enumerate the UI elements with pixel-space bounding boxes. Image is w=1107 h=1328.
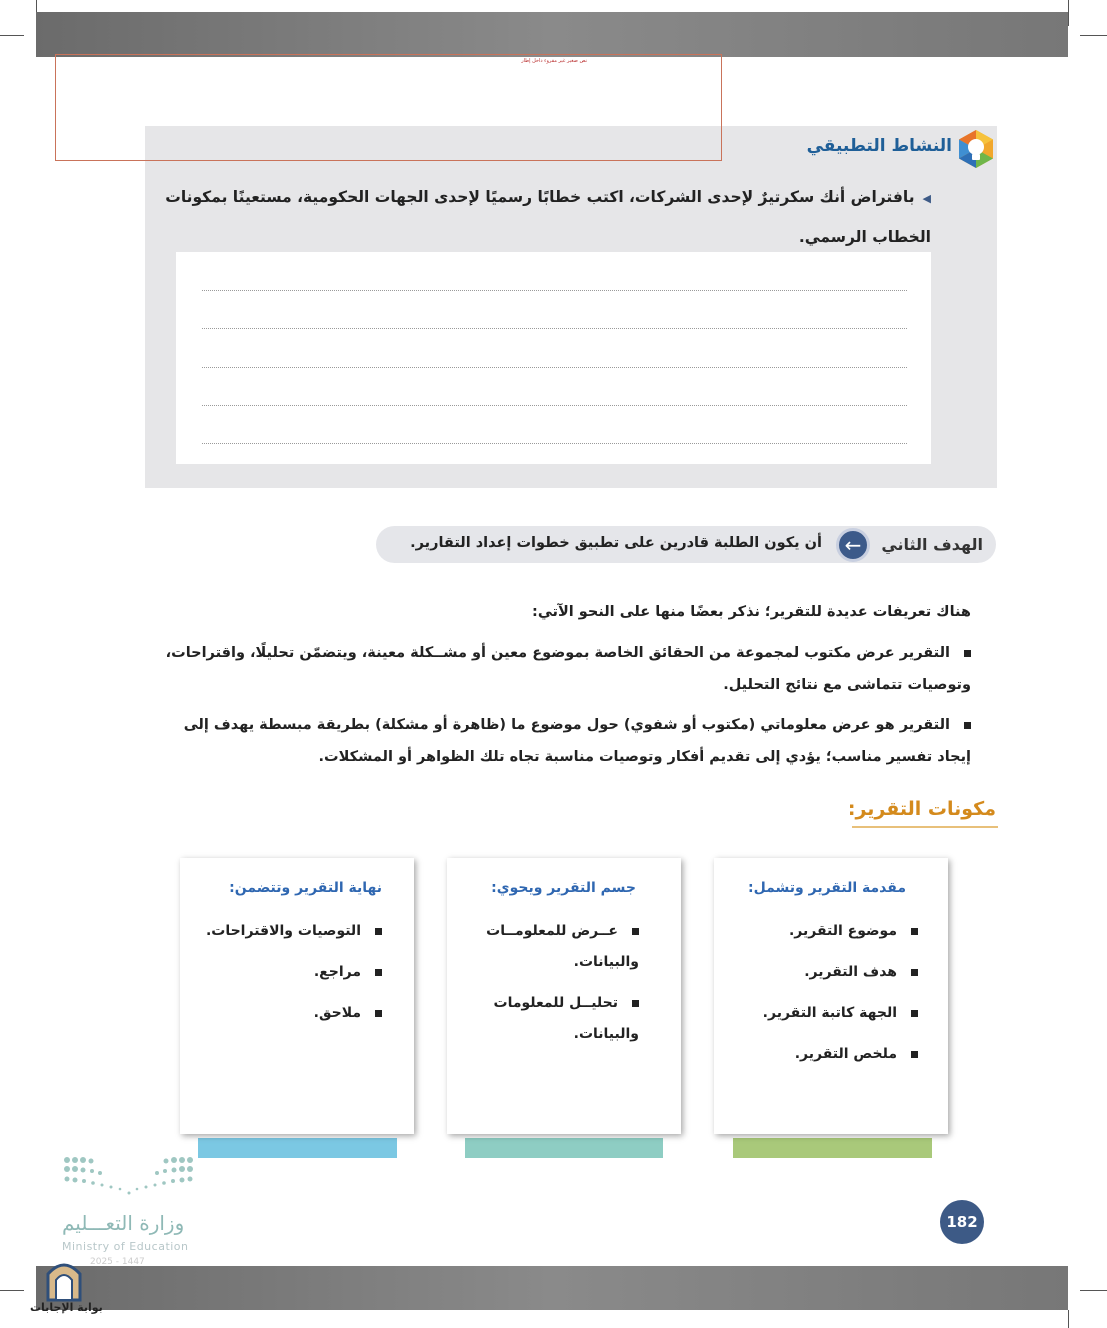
answer-line[interactable]	[202, 443, 907, 444]
card-title: مقدمة التقرير وتشمل:	[748, 880, 906, 896]
triangle-bullet-icon: ◀	[922, 192, 931, 205]
activity-task	[151, 178, 931, 256]
hexagon-bulb-icon	[955, 128, 997, 170]
components-title: مكونات التقرير:	[847, 798, 996, 820]
ministry-name-english: Ministry of Education	[62, 1240, 189, 1253]
card-title: جسم التقرير ويحوي:	[491, 880, 636, 896]
card-title: نهاية التقرير وتتضمن:	[229, 880, 382, 896]
square-bullet-icon	[964, 650, 971, 657]
answer-area[interactable]	[176, 252, 931, 464]
answer-line[interactable]	[202, 367, 907, 368]
crop-mark	[1068, 1310, 1069, 1328]
definitions-intro: هناك تعريفات عديدة للتقرير؛ نذكر بعضًا منها على النحو الآتي:	[532, 604, 971, 620]
definition-item: التقرير هو عرض معلوماتي (مكتوب أو شفوي) حول موضوع ما (ظاهرة أو مشكلة) بطريقة مبسطة يهدف إلى إيجاد تفسير مناسب؛ يؤدي إلى تقديم أفكار وتوصيات مناسبة تجاه تلك الظواهر أو المشكلات.	[183, 717, 971, 765]
square-bullet-icon	[911, 1051, 918, 1058]
square-bullet-icon	[911, 928, 918, 935]
square-bullet-icon	[632, 928, 639, 935]
annotation-frame	[55, 54, 722, 161]
card-list	[474, 916, 639, 1060]
square-bullet-icon	[964, 722, 971, 729]
activity-title: النشاط التطبيقي	[806, 136, 952, 156]
site-label: بوابة الإجابات	[30, 1301, 103, 1314]
annotation-text: نص صغير غير مقروء داخل إطار	[521, 58, 587, 64]
list-item: ملخص التقرير.	[728, 1039, 918, 1070]
list-item: هدف التقرير.	[728, 957, 918, 988]
activity-task-text: بافتراض أنك سكرتيرٌ لإحدى الشركات، اكتب خطابًا رسميًا لإحدى الجهات الحكومية، مستعينًا بمكونات الخطاب الرسمي.	[165, 188, 931, 246]
square-bullet-icon	[375, 928, 382, 935]
header-bar	[36, 12, 1068, 57]
definition-item: التقرير عرض مكتوب لمجموعة من الحقائق الخاصة بموضوع معين أو مشــكلة معينة، ويتضمّن تحليلًا، واقتراحات، وتوصيات تتماشى مع نتائج التحليل.	[165, 645, 971, 693]
square-bullet-icon	[375, 1010, 382, 1017]
crop-mark	[0, 1290, 24, 1291]
square-bullet-icon	[911, 1010, 918, 1017]
crop-mark	[1080, 1290, 1107, 1291]
list-item: الجهة كاتبة التقرير.	[728, 998, 918, 1029]
card-footer-strip	[465, 1138, 663, 1158]
page-number-badge: 182	[940, 1200, 984, 1244]
square-bullet-icon	[911, 969, 918, 976]
crop-mark	[1068, 0, 1069, 26]
crop-mark	[1080, 35, 1107, 36]
list-item: عــرض للمعلومــات والبيانات.	[486, 923, 639, 970]
ministry-name-arabic: وزارة التعـــليم	[62, 1211, 185, 1235]
card-footer-strip	[733, 1138, 932, 1158]
answer-line[interactable]	[202, 328, 907, 329]
card-introduction	[714, 858, 948, 1134]
card-list	[728, 916, 918, 1080]
answer-line[interactable]	[202, 405, 907, 406]
edition-year: 2025 - 1447	[90, 1257, 145, 1267]
site-logo-icon	[44, 1256, 84, 1302]
goal-text: أن يكون الطلبة قادرين على تطبيق خطوات إعداد التقارير.	[410, 535, 822, 551]
card-conclusion	[180, 858, 414, 1134]
crop-mark	[36, 0, 37, 12]
ministry-logo-dots	[62, 1155, 197, 1200]
card-footer-strip	[198, 1138, 397, 1158]
square-bullet-icon	[632, 1000, 639, 1007]
card-body	[447, 858, 681, 1134]
list-item: التوصيات والاقتراحات.	[192, 916, 382, 947]
square-bullet-icon	[375, 969, 382, 976]
card-list	[192, 916, 382, 1039]
list-item: مراجع.	[192, 957, 382, 988]
list-item: ملاحق.	[192, 998, 382, 1029]
list-item: تحليــل للمعلومات والبيانات.	[493, 995, 639, 1042]
title-underline	[852, 826, 998, 828]
arrow-left-icon: ←	[836, 528, 870, 562]
footer-bar	[36, 1266, 1068, 1310]
list-item: موضوع التقرير.	[728, 916, 918, 947]
goal-label: الهدف الثاني	[881, 535, 983, 554]
answer-line[interactable]	[202, 290, 907, 291]
crop-mark	[0, 35, 24, 36]
